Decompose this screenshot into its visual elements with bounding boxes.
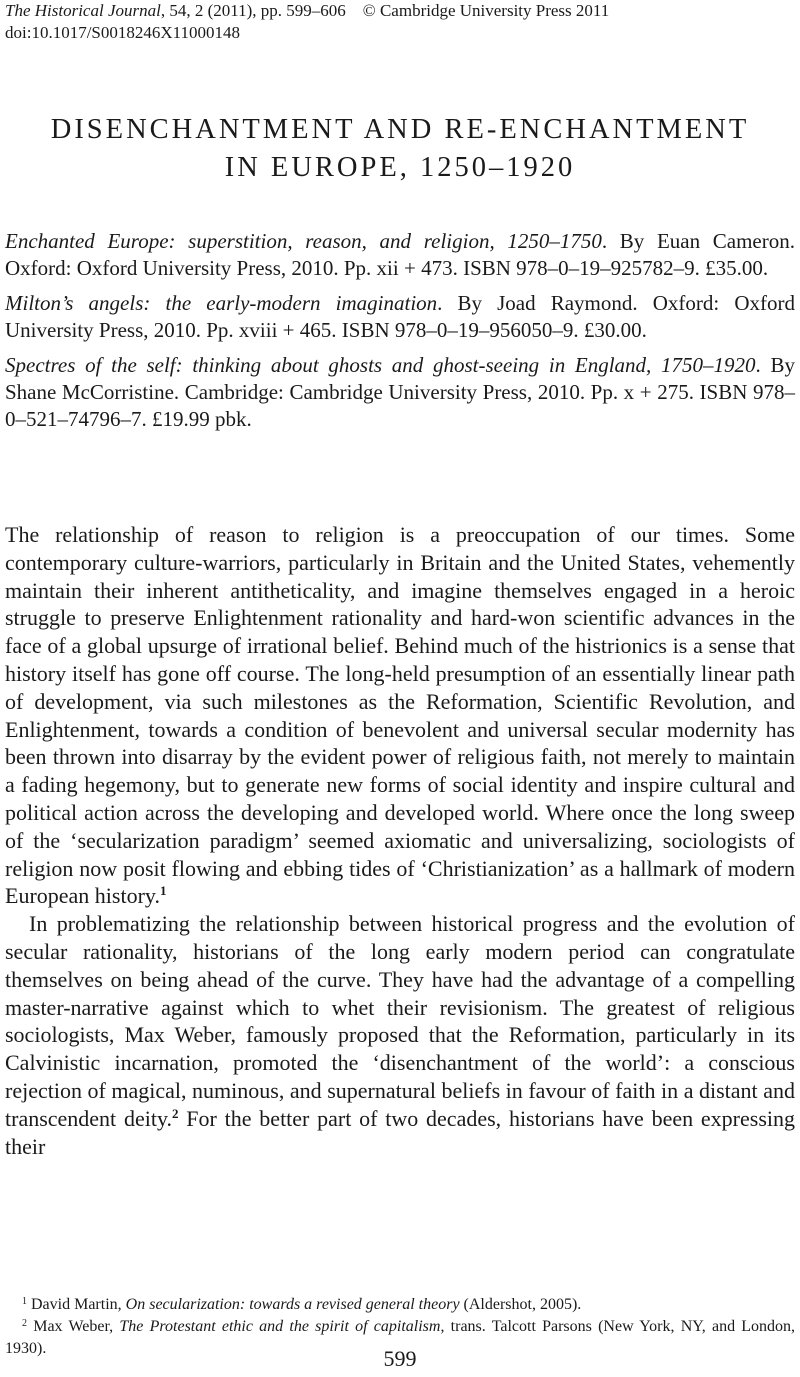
reviewed-books-list (5, 228, 795, 441)
article-title (0, 111, 800, 187)
reviewed-book-2 (5, 290, 795, 344)
paragraph-text-continued: For the better part of two decades, historians have been expressing their (5, 1105, 795, 1159)
footnote-marker-2[interactable]: 2 (172, 1105, 179, 1121)
running-header (5, 0, 609, 44)
footnote-title: On secularization: towards a revised general theory (125, 1296, 460, 1313)
journal-name: The Historical Journal (5, 1, 161, 20)
journal-citation: , 54, 2 (2011), pp. 599–606 (160, 1, 346, 20)
book-title: Spectres of the self: thinking about ghosts and ghost-seeing in England, 1750–1920 (5, 353, 756, 377)
book-details: . By Euan Cameron. Oxford: Oxford University Press, 2010. Pp. xii + 473. ISBN 978–0–19–925782–9. £35.00. (5, 229, 795, 280)
copyright-notice: © Cambridge University Press 2011 (362, 1, 610, 20)
citation-line (5, 0, 609, 22)
title-line-2: IN EUROPE, 1250–1920 (224, 152, 576, 184)
footnote-title: The Protestant ethic and the spirit of capitalism (119, 1318, 441, 1335)
book-title: Milton’s angels: the early-modern imagination (5, 291, 438, 315)
footnote-rest: , trans. Talcott Parsons (New York, NY, and London, 1930). (5, 1318, 796, 1357)
book-details: . By Joad Raymond. Oxford: Oxford University Press, 2010. Pp. xviii + 465. ISBN 978–0–19–956050–9. £30.00. (5, 291, 795, 342)
reviewed-book-1 (5, 228, 795, 282)
book-title: Enchanted Europe: superstition, reason, and religion, 1250–1750 (5, 229, 602, 253)
reviewed-book-3 (5, 352, 795, 433)
book-details: . By Shane McCorristine. Cambridge: Cambridge University Press, 2010. Pp. x + 275. ISBN 978–0–521–74796–7. £19.99 pbk. (5, 353, 795, 431)
paragraph-text: The relationship of reason to religion is a preoccupation of our times. Some contemporary culture-warriors, particularly in Britain and the United States, vehemently maintain their inherent antitheticality, and imagine themselves engaged in a heroic struggle to preserve Enlightenment rationality and hard-won scientific advances in the face of a global upsurge of irrational belief. Behind much of the histrionics is a sense that history itself has gone off course. The long-held presumption of an essentially linear path of development, via such milestones as the Reformation, Scientific Revolution, and Enlightenment, towards a condition of benevolent and universal secular modernity has been thrown into disarray by the evident power of religious faith, not merely to maintain a fading hegemony, but to generate new forms of social identity and inspire cultural and political action across the developing and developed world. Where once the long sweep of the ‘secularization paradigm’ seemed axiomatic and universalizing, sociologists of religion now posit flowing and ebbing tides of ‘Christianization’ as a hallmark of modern European history. (5, 522, 795, 909)
footnote-number: 1 (22, 1296, 27, 1307)
footnote-rest: (Aldershot, 2005). (463, 1296, 582, 1313)
page-number: 599 (383, 1346, 417, 1371)
footnote-author: David Martin, (31, 1296, 122, 1313)
body-paragraph-1 (5, 521, 795, 910)
body-paragraph-2 (5, 910, 795, 1160)
footnote-1 (5, 1294, 795, 1316)
footnote-author: Max Weber, (33, 1318, 114, 1335)
title-line-1: DISENCHANTMENT AND RE-ENCHANTMENT (50, 114, 750, 146)
doi: doi:10.1017/S0018246X11000148 (5, 23, 241, 42)
article-body (5, 521, 795, 1160)
footnote-number: 2 (22, 1318, 27, 1329)
paragraph-text: In problematizing the relationship between historical progress and the evolution of secular rationality, historians of the long early modern period can congratulate themselves on being ahead of the curve. They have had the advantage of a compelling master-narrative against which to whet their revisionism. The greatest of religious sociologists, Max Weber, famously proposed that the Reformation, particularly in its Calvinistic incarnation, promoted the ‘disenchantment of the world’: a conscious rejection of magical, numinous, and supernatural beliefs in favour of faith in a distant and transcendent deity. (5, 911, 795, 1131)
footnote-marker-1[interactable]: 1 (159, 883, 167, 899)
